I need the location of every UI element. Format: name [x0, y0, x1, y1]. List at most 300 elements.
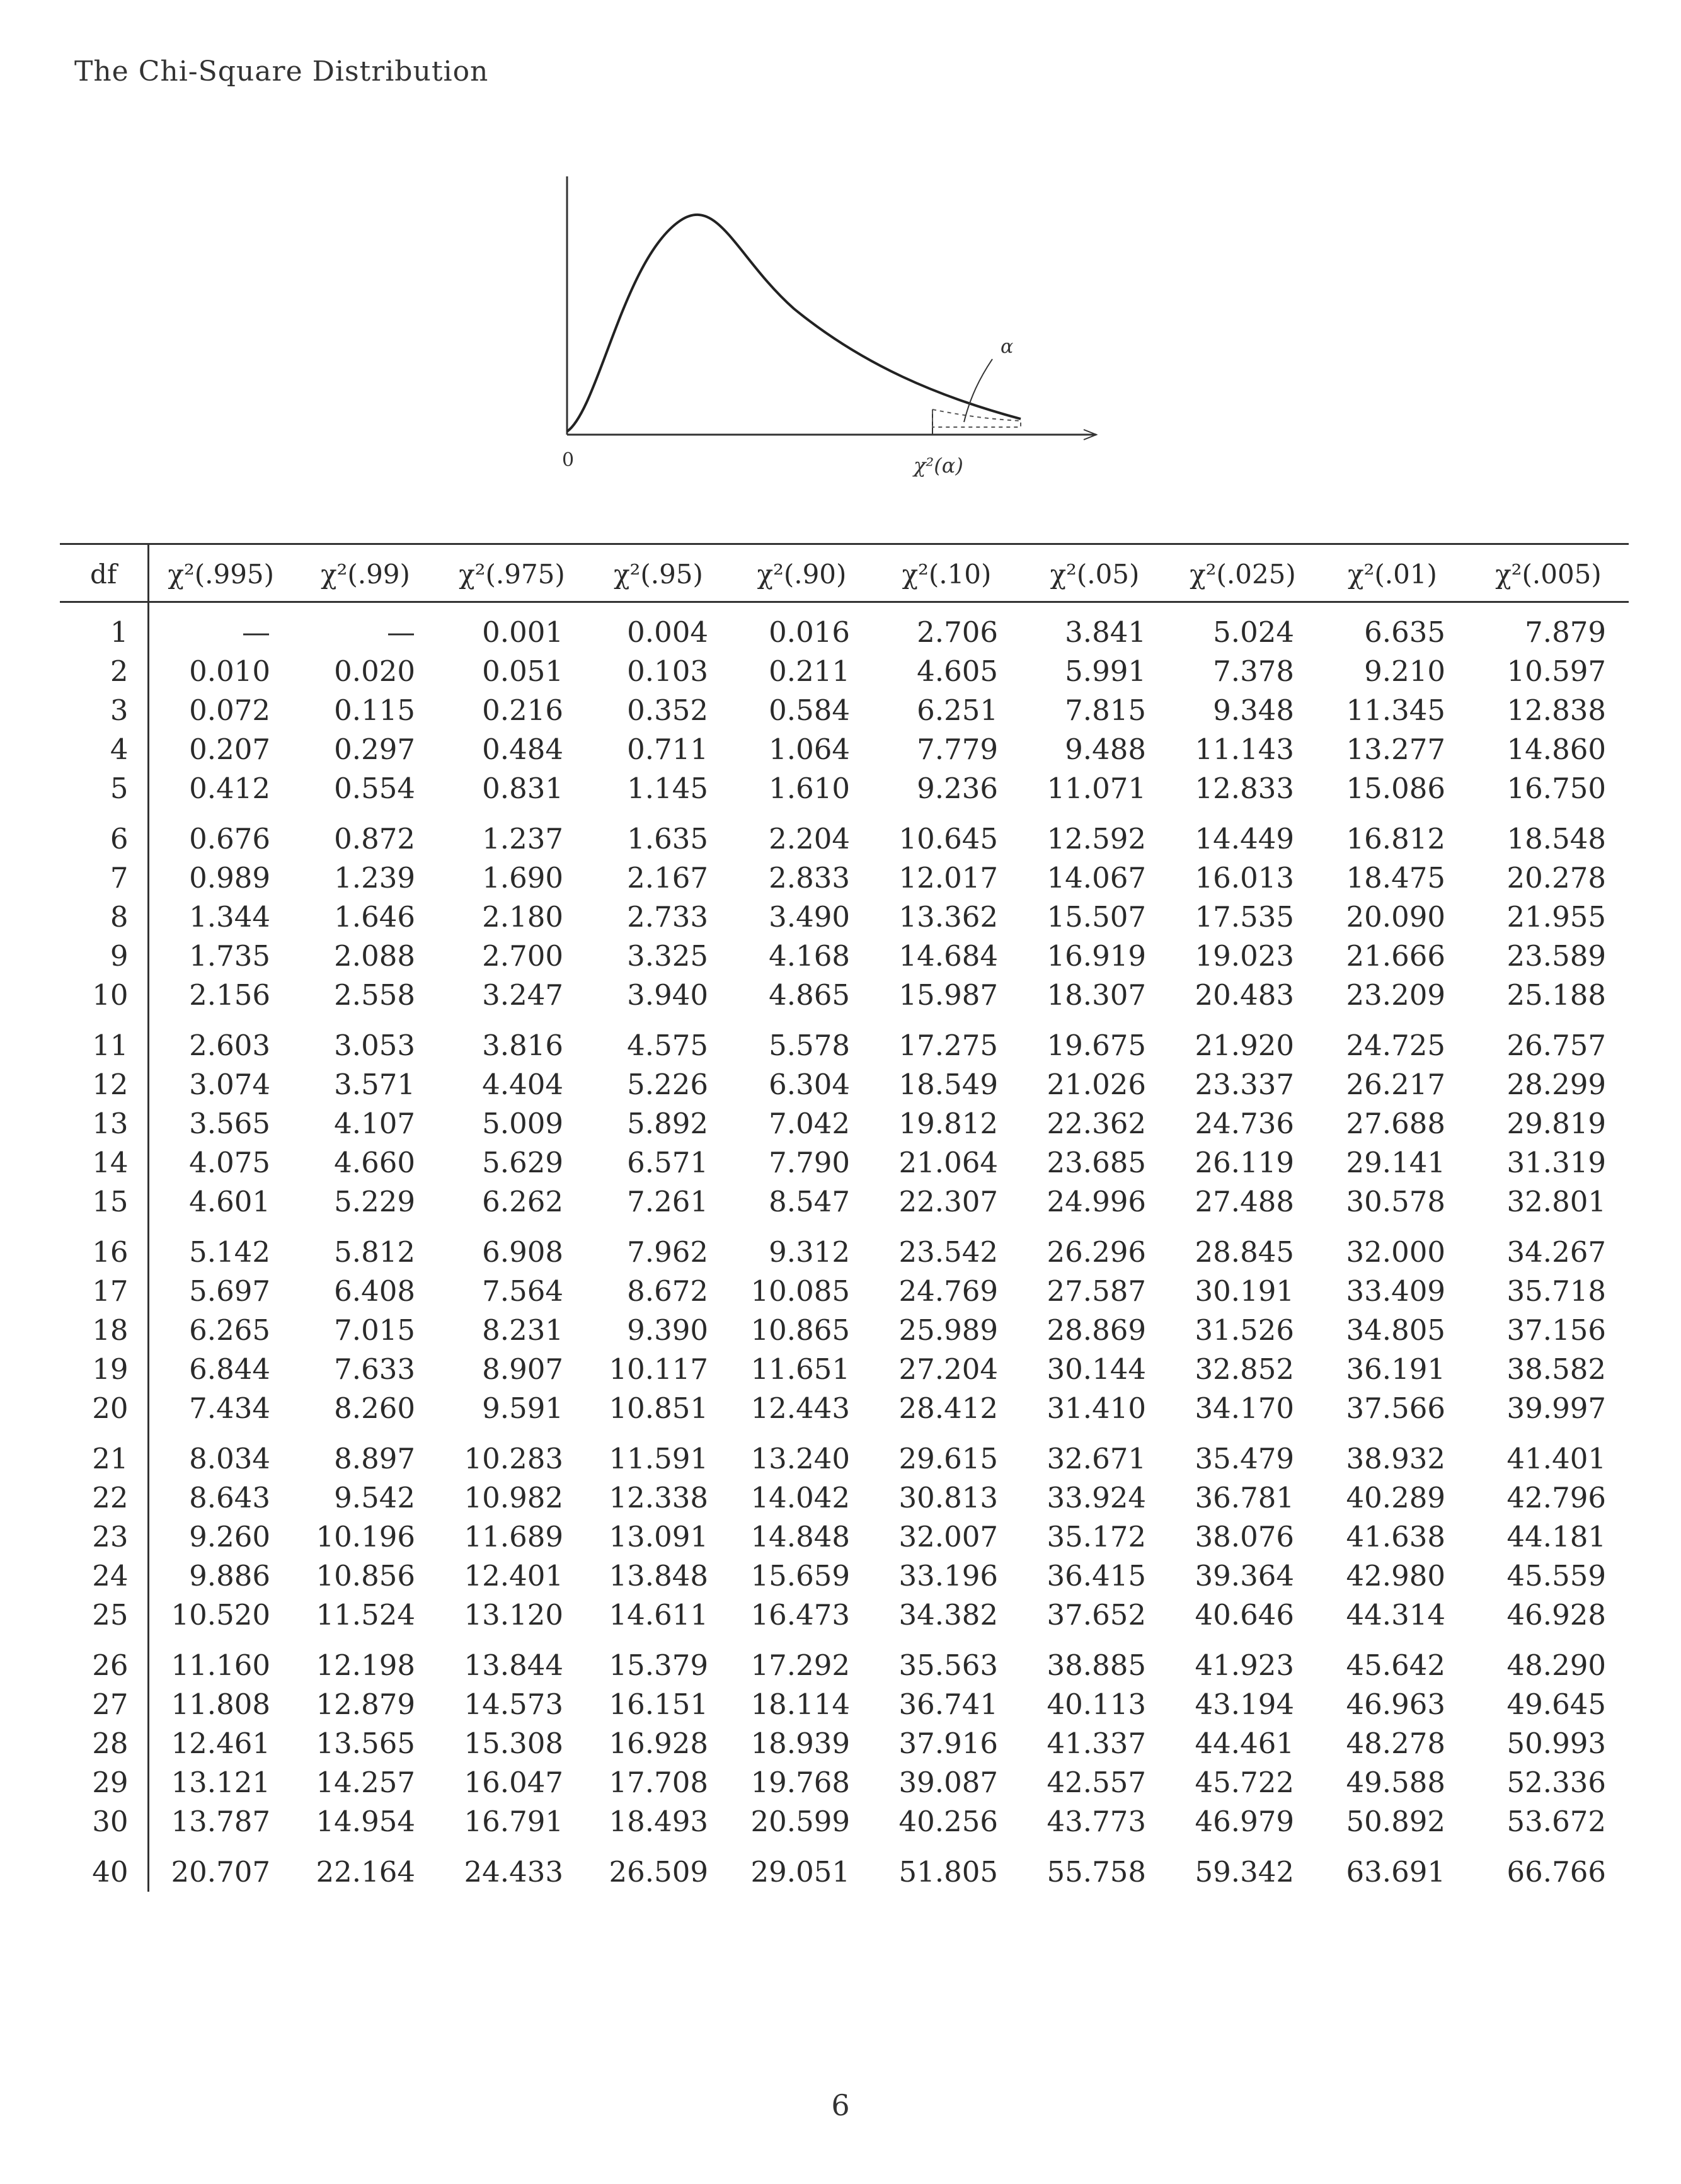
df-cell: 30 — [60, 1802, 148, 1841]
table-cell: 0.020 — [334, 655, 415, 688]
table-cell: 31.526 — [1195, 1313, 1294, 1347]
table-cell: 4.575 — [627, 1029, 708, 1062]
table-cell: 1.610 — [769, 772, 850, 805]
table-cell: 3.325 — [627, 939, 708, 973]
table-cell: 23.209 — [1346, 978, 1445, 1012]
table-cell: 0.072 — [189, 694, 270, 727]
table-cell: 23.337 — [1195, 1068, 1294, 1101]
table-cell: 38.582 — [1506, 1352, 1606, 1386]
table-row — [60, 1802, 1629, 1841]
table-row — [60, 602, 1629, 653]
table-cell: 41.923 — [1195, 1649, 1294, 1682]
table-cell: 32.801 — [1506, 1185, 1606, 1218]
table-cell: 7.815 — [1065, 694, 1146, 727]
table-cell: 4.107 — [334, 1107, 415, 1140]
table-cell: 13.240 — [750, 1442, 850, 1475]
table-cell: 2.733 — [627, 900, 708, 934]
table-cell: 6.635 — [1364, 615, 1445, 649]
table-cell: 31.410 — [1047, 1392, 1146, 1425]
table-cell: 9.312 — [769, 1235, 850, 1269]
table-cell: 28.412 — [898, 1392, 998, 1425]
table-cell: 1.735 — [189, 939, 270, 973]
df-cell: 11 — [60, 1015, 148, 1065]
table-cell: 16.151 — [609, 1688, 708, 1721]
table-cell: 4.660 — [334, 1146, 415, 1179]
table-cell: 16.047 — [464, 1766, 563, 1799]
table-cell: 12.592 — [1047, 822, 1146, 855]
table-cell: 22.307 — [898, 1185, 998, 1218]
chi-square-table — [60, 543, 1629, 1892]
table-row — [60, 1635, 1629, 1685]
table-cell: 30.578 — [1346, 1185, 1445, 1218]
table-cell: 0.297 — [334, 733, 415, 766]
table-cell: 30.191 — [1195, 1274, 1294, 1308]
table-cell: 48.290 — [1506, 1649, 1606, 1682]
table-row — [60, 1557, 1629, 1596]
table-cell: 0.115 — [334, 694, 415, 727]
table-cell: 33.409 — [1346, 1274, 1445, 1308]
table-cell: 2.204 — [769, 822, 850, 855]
table-cell: 42.980 — [1346, 1559, 1445, 1592]
table-cell: 11.651 — [750, 1352, 850, 1386]
table-cell: 19.768 — [750, 1766, 850, 1799]
table-row — [60, 898, 1629, 937]
table-cell: 10.597 — [1506, 655, 1606, 688]
table-cell: 11.071 — [1047, 772, 1146, 805]
table-cell: 44.461 — [1195, 1727, 1294, 1760]
table-cell: 41.401 — [1506, 1442, 1606, 1475]
table-cell: 13.565 — [316, 1727, 415, 1760]
table-cell: 21.920 — [1195, 1029, 1294, 1062]
table-cell: 40.289 — [1346, 1481, 1445, 1514]
df-cell: 2 — [60, 652, 148, 691]
table-cell: 19.023 — [1195, 939, 1294, 973]
table-cell: 18.548 — [1506, 822, 1606, 855]
table-cell: 40.256 — [898, 1805, 998, 1838]
column-header: χ²(.05) — [1021, 544, 1169, 602]
table-cell: 3.074 — [189, 1068, 270, 1101]
table-cell: 13.277 — [1346, 733, 1445, 766]
table-cell: 49.645 — [1506, 1688, 1606, 1721]
alpha-label: α — [1001, 336, 1014, 358]
table-cell: 3.490 — [769, 900, 850, 934]
table-cell: 15.507 — [1047, 900, 1146, 934]
table-cell: 10.865 — [750, 1313, 850, 1347]
table-cell: 6.908 — [482, 1235, 563, 1269]
table-cell: 3.571 — [334, 1068, 415, 1101]
table-cell: 0.584 — [769, 694, 850, 727]
table-row — [60, 1015, 1629, 1065]
table-cell: 32.007 — [898, 1520, 998, 1553]
table-cell: 38.076 — [1195, 1520, 1294, 1553]
table-cell: 34.170 — [1195, 1392, 1294, 1425]
table-cell: 50.892 — [1346, 1805, 1445, 1838]
table-cell: 37.652 — [1047, 1598, 1146, 1632]
table-cell: 0.554 — [334, 772, 415, 805]
table-cell: — — [242, 615, 270, 649]
table-cell: 24.725 — [1346, 1029, 1445, 1062]
table-cell: 2.706 — [917, 615, 998, 649]
table-cell: 40.646 — [1195, 1598, 1294, 1632]
table-cell: 10.085 — [750, 1274, 850, 1308]
table-cell: 0.207 — [189, 733, 270, 766]
table-cell: 5.024 — [1213, 615, 1294, 649]
table-cell: 12.833 — [1195, 772, 1294, 805]
table-cell: 6.408 — [334, 1274, 415, 1308]
table-cell: 6.262 — [482, 1185, 563, 1218]
table-cell: 39.997 — [1506, 1392, 1606, 1425]
table-cell: 8.907 — [482, 1352, 563, 1386]
table-cell: 29.819 — [1506, 1107, 1606, 1140]
table-cell: 9.542 — [334, 1481, 415, 1514]
table-cell: 5.142 — [189, 1235, 270, 1269]
table-cell: 0.711 — [627, 733, 708, 766]
df-cell: 28 — [60, 1724, 148, 1763]
table-cell: 46.963 — [1346, 1688, 1445, 1721]
table-cell: 14.848 — [750, 1520, 850, 1553]
table-cell: 31.319 — [1506, 1146, 1606, 1179]
table-cell: 0.989 — [189, 861, 270, 895]
table-cell: 7.962 — [627, 1235, 708, 1269]
table-cell: 13.091 — [609, 1520, 708, 1553]
table-cell: 26.217 — [1346, 1068, 1445, 1101]
table-cell: 27.204 — [898, 1352, 998, 1386]
table-cell: 1.145 — [627, 772, 708, 805]
table-cell: 45.642 — [1346, 1649, 1445, 1682]
table-cell: 35.563 — [898, 1649, 998, 1682]
table-cell: 48.278 — [1346, 1727, 1445, 1760]
table-cell: 7.015 — [334, 1313, 415, 1347]
table-cell: 33.924 — [1047, 1481, 1146, 1514]
column-header: χ²(.025) — [1169, 544, 1317, 602]
table-cell: 7.879 — [1525, 615, 1606, 649]
table-cell: 35.718 — [1506, 1274, 1606, 1308]
table-cell: 24.433 — [464, 1855, 563, 1889]
table-cell: 18.493 — [609, 1805, 708, 1838]
table-cell: 12.401 — [464, 1559, 563, 1592]
table-cell: 8.672 — [627, 1274, 708, 1308]
table-cell: 30.144 — [1047, 1352, 1146, 1386]
table-cell: 36.781 — [1195, 1481, 1294, 1514]
table-cell: 10.283 — [464, 1442, 563, 1475]
table-cell: 2.088 — [334, 939, 415, 973]
table-cell: 1.646 — [334, 900, 415, 934]
table-cell: 4.865 — [769, 978, 850, 1012]
table-cell: 38.885 — [1047, 1649, 1146, 1682]
table-row — [60, 1143, 1629, 1182]
table-cell: 20.599 — [750, 1805, 850, 1838]
table-cell: 6.251 — [917, 694, 998, 727]
table-cell: 9.260 — [189, 1520, 270, 1553]
df-cell: 15 — [60, 1182, 148, 1221]
table-cell: 18.307 — [1047, 978, 1146, 1012]
table-cell: 3.053 — [334, 1029, 415, 1062]
table-row — [60, 1221, 1629, 1272]
table-cell: 0.872 — [334, 822, 415, 855]
table-cell: 0.004 — [627, 615, 708, 649]
column-header: χ²(.995) — [148, 544, 293, 602]
table-cell: 24.769 — [898, 1274, 998, 1308]
table-row — [60, 1685, 1629, 1724]
table-cell: 10.645 — [898, 822, 998, 855]
table-cell: 23.542 — [898, 1235, 998, 1269]
table-cell: 7.042 — [769, 1107, 850, 1140]
table-cell: 8.231 — [482, 1313, 563, 1347]
table-cell: 15.987 — [898, 978, 998, 1012]
df-cell: 8 — [60, 898, 148, 937]
table-cell: 45.722 — [1195, 1766, 1294, 1799]
table-cell: 2.180 — [482, 900, 563, 934]
table-cell: 21.026 — [1047, 1068, 1146, 1101]
table-cell: 11.143 — [1195, 733, 1294, 766]
table-cell: 35.172 — [1047, 1520, 1146, 1553]
table-row — [60, 1763, 1629, 1802]
table-cell: 1.690 — [482, 861, 563, 895]
table-cell: 14.042 — [750, 1481, 850, 1514]
table-cell: 11.160 — [171, 1649, 270, 1682]
table-cell: 28.845 — [1195, 1235, 1294, 1269]
table-cell: 3.940 — [627, 978, 708, 1012]
table-cell: 0.676 — [189, 822, 270, 855]
table-cell: 43.773 — [1047, 1805, 1146, 1838]
column-header: χ²(.95) — [586, 544, 731, 602]
table-cell: 37.566 — [1346, 1392, 1445, 1425]
table-row — [60, 1182, 1629, 1221]
table-cell: 13.362 — [898, 900, 998, 934]
table-cell: 11.591 — [609, 1442, 708, 1475]
table-cell: 0.484 — [482, 733, 563, 766]
table-cell: 35.479 — [1195, 1442, 1294, 1475]
table-row — [60, 1724, 1629, 1763]
table-cell: 14.573 — [464, 1688, 563, 1721]
table-cell: 46.928 — [1506, 1598, 1606, 1632]
table-cell: 4.075 — [189, 1146, 270, 1179]
table-cell: 7.633 — [334, 1352, 415, 1386]
table-cell: 32.671 — [1047, 1442, 1146, 1475]
table-cell: 23.589 — [1506, 939, 1606, 973]
table-cell: 46.979 — [1195, 1805, 1294, 1838]
table-cell: 30.813 — [898, 1481, 998, 1514]
table-cell: 9.210 — [1364, 655, 1445, 688]
table-cell: 3.247 — [482, 978, 563, 1012]
table-cell: 27.587 — [1047, 1274, 1146, 1308]
df-cell: 7 — [60, 859, 148, 898]
table-row — [60, 691, 1629, 730]
table-cell: 40.113 — [1047, 1688, 1146, 1721]
table-cell: 3.816 — [482, 1029, 563, 1062]
table-row — [60, 1350, 1629, 1389]
table-cell: 13.848 — [609, 1559, 708, 1592]
table-cell: 16.812 — [1346, 822, 1445, 855]
df-cell: 12 — [60, 1065, 148, 1104]
table-cell: 12.461 — [171, 1727, 270, 1760]
table-row — [60, 730, 1629, 769]
table-cell: 5.812 — [334, 1235, 415, 1269]
table-cell: — — [387, 615, 415, 649]
table-cell: 6.304 — [769, 1068, 850, 1101]
alpha-pointer — [964, 359, 992, 422]
table-cell: 8.643 — [189, 1481, 270, 1514]
table-cell: 29.615 — [898, 1442, 998, 1475]
table-cell: 29.141 — [1346, 1146, 1445, 1179]
df-cell: 40 — [60, 1841, 148, 1892]
table-cell: 32.852 — [1195, 1352, 1294, 1386]
table-cell: 14.860 — [1506, 733, 1606, 766]
table-row — [60, 1518, 1629, 1557]
table-row — [60, 1478, 1629, 1518]
table-cell: 23.685 — [1047, 1146, 1146, 1179]
table-cell: 14.257 — [316, 1766, 415, 1799]
table-row — [60, 1596, 1629, 1635]
table-row — [60, 1428, 1629, 1478]
density-curve — [567, 215, 1021, 432]
table-cell: 0.831 — [482, 772, 563, 805]
table-cell: 16.928 — [609, 1727, 708, 1760]
table-cell: 17.708 — [609, 1766, 708, 1799]
table-row — [60, 1389, 1629, 1428]
table-cell: 0.211 — [769, 655, 850, 688]
table-cell: 25.188 — [1506, 978, 1606, 1012]
table-cell: 4.605 — [917, 655, 998, 688]
table-cell: 17.535 — [1195, 900, 1294, 934]
table-cell: 16.919 — [1047, 939, 1146, 973]
table-cell: 18.114 — [750, 1688, 850, 1721]
table-cell: 20.090 — [1346, 900, 1445, 934]
table-cell: 5.991 — [1065, 655, 1146, 688]
table-cell: 36.415 — [1047, 1559, 1146, 1592]
tail-area — [932, 409, 1021, 427]
table-cell: 17.292 — [750, 1649, 850, 1682]
df-cell: 5 — [60, 769, 148, 808]
table-cell: 10.851 — [609, 1392, 708, 1425]
df-cell: 3 — [60, 691, 148, 730]
chi-square-table-wrap — [60, 543, 1604, 1892]
table-cell: 44.314 — [1346, 1598, 1445, 1632]
table-cell: 2.156 — [189, 978, 270, 1012]
table-cell: 42.796 — [1506, 1481, 1606, 1514]
table-cell: 16.473 — [750, 1598, 850, 1632]
table-cell: 14.449 — [1195, 822, 1294, 855]
table-cell: 8.547 — [769, 1185, 850, 1218]
table-row — [60, 1841, 1629, 1892]
table-cell: 22.164 — [316, 1855, 415, 1889]
table-cell: 37.916 — [898, 1727, 998, 1760]
df-cell: 23 — [60, 1518, 148, 1557]
df-cell: 27 — [60, 1685, 148, 1724]
table-cell: 5.229 — [334, 1185, 415, 1218]
table-cell: 52.336 — [1506, 1766, 1606, 1799]
table-row — [60, 1272, 1629, 1311]
table-cell: 8.260 — [334, 1392, 415, 1425]
table-cell: 13.121 — [171, 1766, 270, 1799]
table-cell: 42.557 — [1047, 1766, 1146, 1799]
table-cell: 41.638 — [1346, 1520, 1445, 1553]
table-cell: 0.016 — [769, 615, 850, 649]
table-row — [60, 1065, 1629, 1104]
table-cell: 1.635 — [627, 822, 708, 855]
table-cell: 12.443 — [750, 1392, 850, 1425]
table-cell: 2.558 — [334, 978, 415, 1012]
df-cell: 21 — [60, 1428, 148, 1478]
table-cell: 9.348 — [1213, 694, 1294, 727]
table-cell: 18.475 — [1346, 861, 1445, 895]
chi-square-curve-figure — [529, 170, 1134, 504]
table-cell: 33.196 — [898, 1559, 998, 1592]
table-cell: 11.808 — [171, 1688, 270, 1721]
table-cell: 39.364 — [1195, 1559, 1294, 1592]
table-cell: 1.237 — [482, 822, 563, 855]
table-cell: 2.603 — [189, 1029, 270, 1062]
table-cell: 20.707 — [171, 1855, 270, 1889]
df-cell: 1 — [60, 602, 148, 653]
column-header: χ²(.975) — [438, 544, 586, 602]
table-cell: 19.675 — [1047, 1029, 1146, 1062]
table-row — [60, 976, 1629, 1015]
table-cell: 0.103 — [627, 655, 708, 688]
table-cell: 12.338 — [609, 1481, 708, 1514]
table-cell: 18.549 — [898, 1068, 998, 1101]
df-cell: 19 — [60, 1350, 148, 1389]
table-cell: 0.001 — [482, 615, 563, 649]
table-cell: 25.989 — [898, 1313, 998, 1347]
table-cell: 14.611 — [609, 1598, 708, 1632]
table-cell: 0.051 — [482, 655, 563, 688]
table-cell: 26.509 — [609, 1855, 708, 1889]
table-cell: 39.087 — [898, 1766, 998, 1799]
table-cell: 6.265 — [189, 1313, 270, 1347]
table-cell: 12.838 — [1506, 694, 1606, 727]
table-cell: 45.559 — [1506, 1559, 1606, 1592]
table-cell: 14.684 — [898, 939, 998, 973]
table-cell: 28.869 — [1047, 1313, 1146, 1347]
table-cell: 12.017 — [898, 861, 998, 895]
column-header: χ²(.90) — [731, 544, 873, 602]
table-cell: 34.382 — [898, 1598, 998, 1632]
df-cell: 20 — [60, 1389, 148, 1428]
table-cell: 11.524 — [316, 1598, 415, 1632]
table-cell: 14.954 — [316, 1805, 415, 1838]
table-cell: 29.051 — [750, 1855, 850, 1889]
df-cell: 25 — [60, 1596, 148, 1635]
table-cell: 9.488 — [1065, 733, 1146, 766]
table-cell: 4.404 — [482, 1068, 563, 1101]
df-cell: 29 — [60, 1763, 148, 1802]
table-cell: 13.120 — [464, 1598, 563, 1632]
table-cell: 0.216 — [482, 694, 563, 727]
table-cell: 32.000 — [1346, 1235, 1445, 1269]
table-cell: 10.520 — [171, 1598, 270, 1632]
table-cell: 4.168 — [769, 939, 850, 973]
table-cell: 26.119 — [1195, 1146, 1294, 1179]
table-cell: 0.010 — [189, 655, 270, 688]
table-cell: 16.013 — [1195, 861, 1294, 895]
table-cell: 10.117 — [609, 1352, 708, 1386]
table-cell: 37.156 — [1506, 1313, 1606, 1347]
table-cell: 27.488 — [1195, 1185, 1294, 1218]
table-cell: 7.378 — [1213, 655, 1294, 688]
table-cell: 20.278 — [1506, 861, 1606, 895]
table-row — [60, 808, 1629, 859]
table-cell: 11.689 — [464, 1520, 563, 1553]
table-cell: 43.194 — [1195, 1688, 1294, 1721]
table-cell: 0.412 — [189, 772, 270, 805]
table-cell: 14.067 — [1047, 861, 1146, 895]
table-cell: 13.844 — [464, 1649, 563, 1682]
table-cell: 21.064 — [898, 1146, 998, 1179]
table-cell: 12.198 — [316, 1649, 415, 1682]
table-cell: 49.588 — [1346, 1766, 1445, 1799]
table-cell: 15.308 — [464, 1727, 563, 1760]
